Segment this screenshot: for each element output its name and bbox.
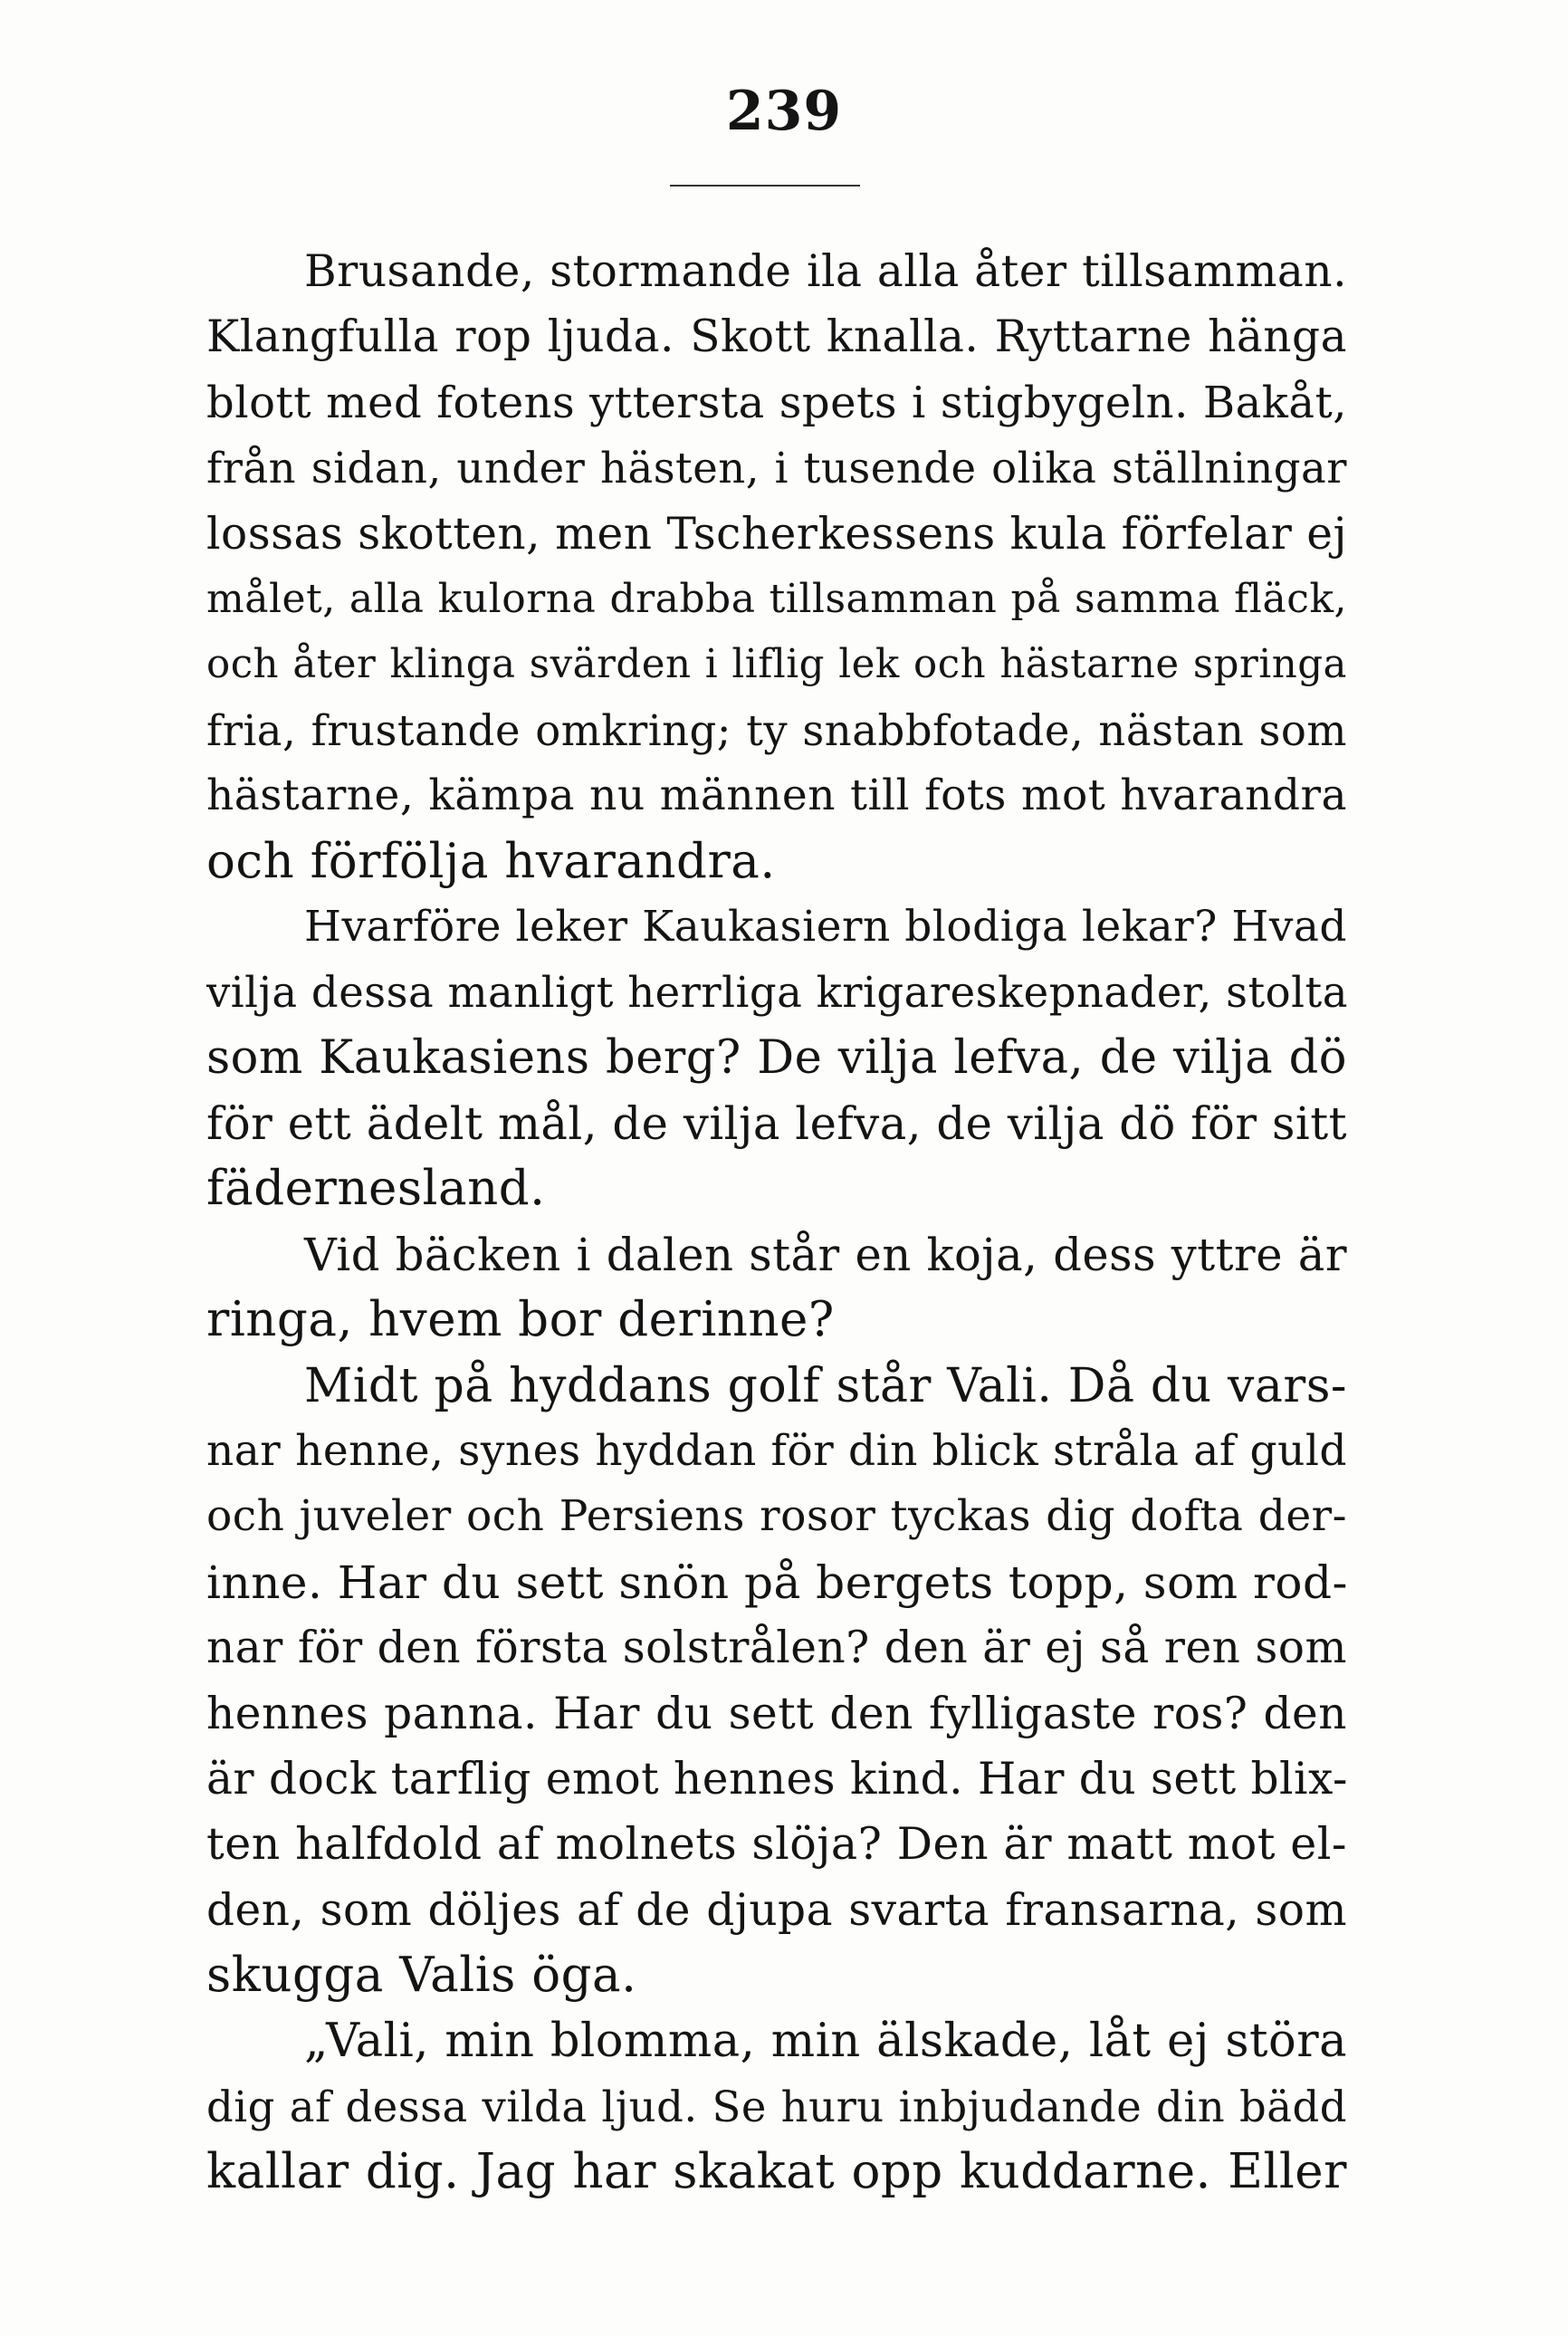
text-line: Vid bäcken i dalen står en koja, dess yttre är bbox=[304, 1228, 1347, 1281]
text-line: Brusande, stormande ila alla åter tillsamman. bbox=[304, 246, 1347, 297]
text-line: är dock tarflig emot hennes kind. Har du sett blix- bbox=[206, 1753, 1348, 1805]
text-line: lossas skotten, men Tscherkessens kula förfelar ej bbox=[206, 508, 1347, 560]
text-line: målet, alla kulorna drabba tillsamman på samma fläck, bbox=[206, 575, 1347, 622]
text-line: och förfölja hvarandra. bbox=[206, 833, 776, 889]
text-line: nar för den första solstrålen? den är ej så ren som bbox=[206, 1623, 1347, 1674]
text-line: och juveler och Persiens rosor tyckas dig dofta der- bbox=[206, 1491, 1347, 1542]
text-line: blott med fotens yttersta spets i stigbygeln. Bakåt, bbox=[206, 377, 1347, 428]
text-line: och åter klinga svärden i liflig lek och hästarne springa bbox=[206, 642, 1347, 688]
text-line: Midt på hyddans golf står Vali. Då du vars- bbox=[304, 1358, 1347, 1413]
text-line: för ett ädelt mål, de vilja lefva, de vilja dö för sitt bbox=[206, 1097, 1347, 1151]
text-line: Hvarföre leker Kaukasiern blodiga lekar? Hvad bbox=[304, 901, 1347, 952]
text-line: nar henne, synes hyddan för din blick stråla af guld bbox=[206, 1426, 1347, 1477]
text-line: skugga Valis öga. bbox=[206, 1948, 637, 2004]
text-line: från sidan, under hästen, i tusende olika ställningar bbox=[206, 444, 1347, 493]
text-line: Klangfulla rop ljuda. Skott knalla. Ryttarne hänga bbox=[206, 311, 1347, 363]
text-line: fria, frustande omkring; ty snabbfotade, nästan som bbox=[206, 705, 1347, 755]
text-line: den, som döljes af de djupa svarta fransarna, som bbox=[206, 1884, 1347, 1936]
text-line: som Kaukasiens berg? De vilja lefva, de vilja dö bbox=[206, 1030, 1347, 1085]
text-line: ten halfdold af molnets slöja? Den är matt mot el- bbox=[206, 1818, 1347, 1871]
text-line: dig af dessa vilda ljud. Se huru inbjudande din bädd bbox=[206, 2082, 1347, 2131]
text-line: inne. Har du sett snön på bergets topp, som rod- bbox=[206, 1556, 1348, 1609]
text-line: kallar dig. Jag har skakat opp kuddarne. Eller bbox=[206, 2144, 1347, 2200]
text-line: vilja dessa manligt herrliga krigareskepnader, stolta bbox=[206, 968, 1348, 1018]
header-rule bbox=[670, 185, 860, 187]
text-line: ringa, hvem bor derinne? bbox=[206, 1292, 835, 1348]
body-text bbox=[206, 239, 1347, 2206]
text-line: hästarne, kämpa nu männen till fots mot hvarandra bbox=[206, 771, 1347, 821]
page-number: 239 bbox=[725, 80, 843, 143]
text-line: „Vali, min blomma, min älskade, låt ej störa bbox=[304, 2014, 1347, 2068]
text-line: hennes panna. Har du sett den fylligaste ros? den bbox=[206, 1688, 1347, 1739]
text-line: fädernesland. bbox=[206, 1161, 546, 1217]
